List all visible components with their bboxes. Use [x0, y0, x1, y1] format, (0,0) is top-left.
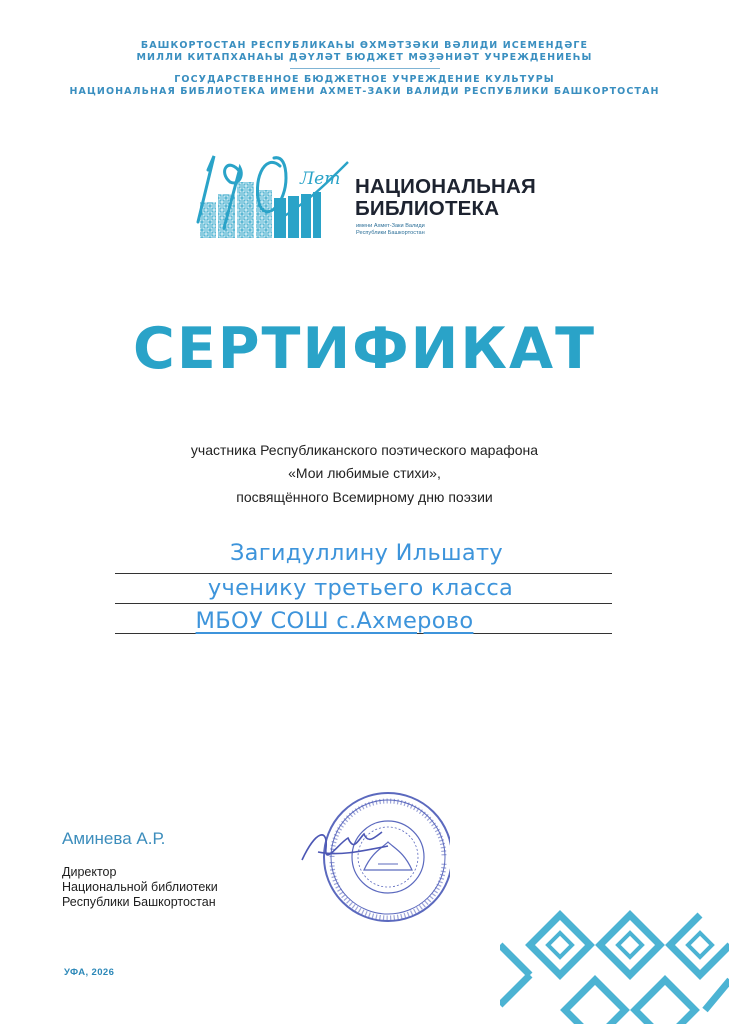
certificate-body-line-3: посвящённого Всемирному дню поэзии — [236, 489, 493, 505]
header-russian-line-2: НАЦИОНАЛЬНАЯ БИБЛИОТЕКА ИМЕНИ АХМЕТ-ЗАКИ ВАЛИДИ РЕСПУБЛИКИ БАШКОРТОСТАН — [69, 86, 660, 97]
logo-name-line-2: БИБЛИОТЕКА — [355, 197, 500, 220]
logo-name-line-1: НАЦИОНАЛЬНАЯ — [355, 175, 536, 198]
header-divider — [290, 68, 440, 69]
recipient-underline-1 — [115, 573, 612, 574]
signatory-role-line-2: Национальной библиотеки — [62, 880, 218, 894]
header-bashkir-line-1: БАШКОРТОСТАН РЕСПУБЛИКАҺЫ ӨХМӘТЗӘКИ ВӘЛИДИ ИСЕМЕНДӘГЕ — [140, 40, 589, 51]
logo-years-word: Лет — [300, 169, 341, 189]
certificate-title: СЕРТИФИКАТ — [133, 316, 596, 382]
signatory-role-line-3: Республики Башкортостан — [62, 895, 216, 909]
bashkir-ornament-corner — [500, 905, 729, 1024]
recipient-class: ученику третьего класса — [207, 575, 514, 601]
logo-sub-line-1: имени Ахмет-Заки Валиди — [356, 223, 425, 229]
recipient-school: МБОУ СОШ с.Ахмерово — [195, 608, 474, 634]
signatory-role-line-1: Директор — [62, 865, 117, 879]
certificate-body-line-2: «Мои любимые стихи», — [288, 465, 441, 481]
logo-sub-line-2: Республики Башкортостан — [356, 230, 425, 236]
header-bashkir-line-2: МИЛЛИ КИТАПХАНАҺЫ ДӘҮЛӘТ БЮДЖЕТ МӘҘӘНИӘТ УЧРЕЖДЕНИЕҺЫ — [136, 52, 593, 63]
header-russian-line-1: ГОСУДАРСТВЕННОЕ БЮДЖЕТНОЕ УЧРЕЖДЕНИЕ КУЛЬТУРЫ — [174, 74, 555, 85]
recipient-underline-2 — [115, 603, 612, 604]
official-stamp — [298, 782, 450, 932]
signatory-name: Аминева А.Р. — [62, 829, 166, 848]
certificate-body-line-1: участника Республиканского поэтического марафона — [190, 442, 539, 458]
city-year: УФА, 2026 — [64, 967, 115, 978]
recipient-name: Загидуллину Ильшату — [229, 540, 504, 566]
